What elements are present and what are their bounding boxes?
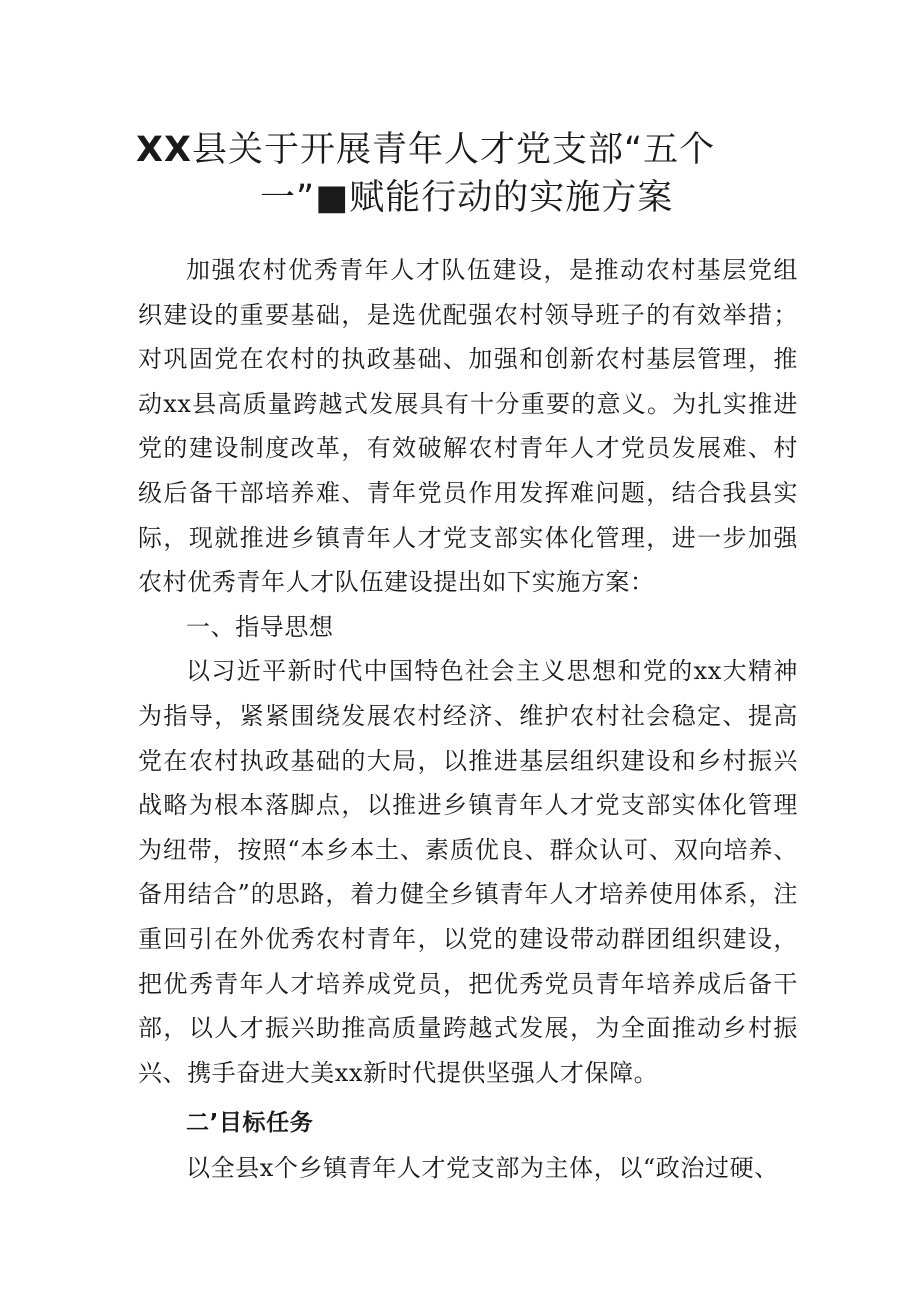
intro-paragraph: 加强农村优秀青年人才队伍建设，是推动农村基层党组织建设的重要基础，是选优配强农村领导班子的有效举措；对巩固党在农村的执政基础、加强和创新农村基层管理，推动xx县高质量跨越式发展具有十分重要的意义。为扎实推进党的建设制度改革，有效破解农村青年人才党员发展难、村级后备干部培养难、青年党员作用发挥难问题，结合我县实际，现就推进乡镇青年人才党支部实体化管理，进一步加强农村优秀青年人才队伍建设提出如下实施方案： bbox=[138, 256, 798, 597]
document-title bbox=[120, 126, 800, 222]
section-heading-goals: 二’目标任务 bbox=[186, 1110, 314, 1137]
title-line-2: 一”■赋能行动的实施方案 bbox=[260, 178, 674, 218]
title-line-1 bbox=[120, 126, 800, 174]
guiding-ideology-paragraph: 以习近平新时代中国特色社会主义思想和党的xx大精神为指导，紧紧围绕发展农村经济、维护农村社会稳定、提高党在农村执政基础的大局，以推进基层组织建设和乡村振兴战略为根本落脚点，以推进乡镇青年人才党支部实体化管理为纽带，按照“本乡本土、素质优良、群众认可、双向培养、备用结合”的思路，着力健全乡镇青年人才培养使用体系，注重回引在外优秀农村青年，以党的建设带动群团组织建设，把优秀青年人才培养成党员，把优秀党员青年培养成后备干部，以人才振兴助推高质量跨越式发展，为全面推动乡村振兴、携手奋进大美xx新时代提供坚强人才保障。 bbox=[138, 657, 798, 1087]
title-line-1-text: 县关于开展青年人才党支部“五个 bbox=[191, 130, 716, 170]
title-county-prefix: XX bbox=[136, 130, 192, 170]
goals-paragraph: 以全县x个乡镇青年人才党支部为主体，以“政治过硬、 bbox=[186, 1153, 779, 1182]
document-body bbox=[138, 248, 798, 1190]
section-heading-guiding-ideology: 一、指导思想 bbox=[186, 612, 334, 641]
